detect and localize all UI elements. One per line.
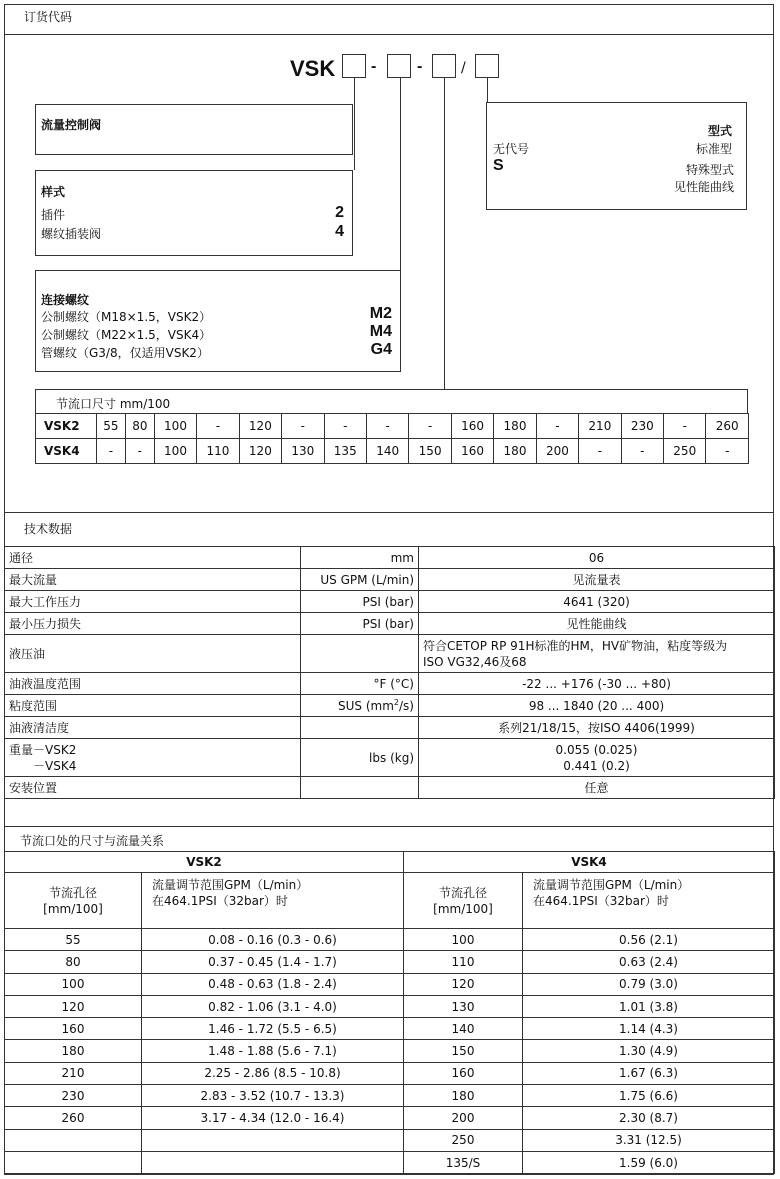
flow-col-orifice [5,873,142,929]
orifice-cell: 160 [451,414,493,439]
tech-unit [301,635,419,673]
flow-title: 节流口处的尺寸与流量关系 [20,834,165,848]
table-row [5,1040,775,1062]
flow-col-line: 流量调节范围GPM（L/min） [152,878,309,892]
thread-item-name: 公制螺纹（M18×1.5，VSK2） [41,310,212,324]
orifice-cell: 210 [579,414,621,439]
connector-line [354,78,355,170]
orifice-table [35,413,749,464]
flow-vsk2-range [142,1151,404,1173]
table-row [5,635,775,673]
flow-col-range [523,873,775,929]
tech-value: 系列21/18/15，按ISO 4406(1999) [419,717,775,739]
table-row [5,873,775,929]
flow-vsk2-range: 2.83 - 3.52 (10.7 - 13.3) [142,1085,404,1107]
flow-col-line: 节流孔径 [438,885,487,900]
tech-unit [301,717,419,739]
flow-vsk2-range: 0.48 - 0.63 (1.8 - 2.4) [142,973,404,995]
tech-value [419,739,775,777]
flow-vsk4-orifice: 135/S [404,1151,523,1173]
flow-vsk2-range: 0.37 - 0.45 (1.4 - 1.7) [142,951,404,973]
tech-value: 4641 (320) [419,591,775,613]
orifice-cell: - [706,439,749,464]
orifice-cell: - [282,414,324,439]
flow-vsk4-range: 3.31 (12.5) [523,1129,775,1151]
orifice-cell: - [664,414,706,439]
connector-line [444,78,445,390]
code-slot-thread [387,54,411,78]
orifice-cell: 260 [706,414,749,439]
tech-unit [301,777,419,799]
tech-unit-part: SUS (mm [338,699,394,713]
flow-vsk4-range: 2.30 (8.7) [523,1107,775,1129]
flow-vsk2-orifice: 210 [5,1062,142,1084]
table-row [5,852,775,873]
type-special-note: 见性能曲线 [673,180,734,194]
style-heading: 样式 [41,185,66,199]
orifice-cell: 120 [239,414,281,439]
table-row [5,995,775,1017]
flow-col-range [142,873,404,929]
connector-line [487,78,488,102]
flow-vsk2-orifice: 160 [5,1018,142,1040]
flow-vsk2-orifice [5,1151,142,1173]
tech-title: 技术数据 [24,522,73,536]
table-row [5,1107,775,1129]
tech-param [5,739,301,777]
flow-vsk4-range: 0.63 (2.4) [523,951,775,973]
flow-vsk4-range: 1.59 (6.0) [523,1151,775,1173]
tech-value: 任意 [419,777,775,799]
flow-vsk4-orifice: 140 [404,1018,523,1040]
tech-param-line: －VSK4 [33,758,77,773]
table-row [5,695,775,717]
tech-param: 油液温度范围 [5,673,301,695]
tech-param-line: 重量－VSK2 [9,742,77,757]
tech-unit-part: /s) [399,699,414,713]
table-row [36,414,749,439]
tech-param: 液压油 [5,635,301,673]
orifice-cell: 250 [664,439,706,464]
flow-vsk2-range [142,1129,404,1151]
orifice-cell: - [536,414,578,439]
table-row [5,739,775,777]
tech-value: 见流量表 [419,569,775,591]
orifice-cell: 180 [494,414,536,439]
type-box [486,102,747,210]
flow-valve-label: 流量控制阀 [41,118,102,132]
thread-heading: 连接螺纹 [41,293,90,307]
flow-vsk4-range: 0.79 (3.0) [523,973,775,995]
orifice-row-label: VSK4 [36,439,97,464]
orifice-cell: 100 [154,414,196,439]
table-row [5,591,775,613]
flow-vsk4-orifice: 120 [404,973,523,995]
thread-item-name: 公制螺纹（M22×1.5，VSK4） [41,328,212,342]
flow-vsk2-orifice: 260 [5,1107,142,1129]
flow-col-line: 节流孔径 [48,885,97,900]
flow-col-line: 在464.1PSI（32bar）时 [152,894,288,908]
flow-vsk2-orifice: 180 [5,1040,142,1062]
flow-vsk2-orifice: 100 [5,973,142,995]
tech-param: 最大工作压力 [5,591,301,613]
code-slot-type [475,54,499,78]
table-row [5,1085,775,1107]
type-special-name: 特殊型式 [685,163,734,177]
style-item-code: 4 [335,223,344,240]
tech-value: 98 ... 1840 (20 ... 400) [419,695,775,717]
divider [4,512,774,513]
orifice-cell: 230 [621,414,663,439]
orifice-cell: - [197,414,239,439]
flow-vsk4-orifice: 250 [404,1129,523,1151]
table-row [5,1018,775,1040]
thread-box [35,270,401,372]
tech-value: -22 ... +176 (-30 ... +80) [419,673,775,695]
flow-vsk2-orifice: 230 [5,1085,142,1107]
tech-table [4,546,775,799]
ordering-title: 订货代码 [24,10,73,24]
orifice-cell: 180 [494,439,536,464]
flow-col-line: 在464.1PSI（32bar）时 [533,894,669,908]
flow-col-line: [mm/100] [433,901,493,916]
orifice-cell: 80 [125,414,154,439]
thread-item-code: M2 [369,305,392,322]
tech-value-line: 0.441 (0.2) [563,758,630,773]
tech-unit: US GPM (L/min) [301,569,419,591]
flow-vsk2-orifice [5,1129,142,1151]
code-separator: - [371,58,377,75]
orifice-cell: 140 [366,439,408,464]
table-row [5,777,775,799]
table-row [5,547,775,569]
table-row [5,973,775,995]
flow-header-vsk4: VSK4 [404,852,775,873]
type-special-code: S [493,157,504,174]
tech-param: 安装位置 [5,777,301,799]
flow-vsk4-range: 0.56 (2.1) [523,929,775,951]
table-row [36,439,749,464]
orifice-cell: - [409,414,451,439]
tech-value-line: ISO VG32,46及68 [423,654,527,669]
orifice-cell: 150 [409,439,451,464]
orifice-cell: 120 [239,439,281,464]
orifice-cell: 200 [536,439,578,464]
orifice-cell: - [125,439,154,464]
flow-vsk2-range: 0.08 - 0.16 (0.3 - 0.6) [142,929,404,951]
table-row [5,929,775,951]
tech-param: 最小压力损失 [5,613,301,635]
code-slot-orifice [432,54,456,78]
tech-unit-sup: 2 [393,698,400,707]
flow-vsk2-orifice: 55 [5,929,142,951]
orifice-cell: - [579,439,621,464]
tech-value: 06 [419,547,775,569]
style-item-code: 2 [335,204,344,221]
table-row [5,717,775,739]
flow-valve-box [35,104,353,155]
flow-vsk4-range: 1.67 (6.3) [523,1062,775,1084]
flow-vsk4-orifice: 180 [404,1085,523,1107]
style-item-name: 螺纹插装阀 [41,227,102,241]
flow-col-line: 流量调节范围GPM（L/min） [533,878,690,892]
tech-value-line: 0.055 (0.025) [555,742,638,757]
flow-col-line: [mm/100] [43,901,103,916]
table-row [5,673,775,695]
style-box [35,170,353,256]
tech-param: 通径 [5,547,301,569]
tech-param: 油液清洁度 [5,717,301,739]
orifice-cell: - [366,414,408,439]
flow-vsk2-orifice: 80 [5,951,142,973]
tech-param: 粘度范围 [5,695,301,717]
style-item-name: 插件 [41,208,66,222]
divider [4,34,774,35]
type-standard-name: 标准型 [695,142,732,156]
flow-vsk2-orifice: 120 [5,995,142,1017]
orifice-header [35,389,748,413]
type-heading: 型式 [707,124,732,138]
table-row [5,1151,775,1173]
table-row [5,613,775,635]
tech-unit: PSI (bar) [301,591,419,613]
flow-vsk4-orifice: 130 [404,995,523,1017]
table-row [5,951,775,973]
divider [4,826,774,827]
tech-unit [301,695,419,717]
tech-param: 最大流量 [5,569,301,591]
table-row [5,569,775,591]
code-separator: / [461,60,466,76]
tech-value: 见性能曲线 [419,613,775,635]
orifice-cell: 135 [324,439,366,464]
tech-unit: °F (°C) [301,673,419,695]
orifice-cell: - [324,414,366,439]
type-standard-label: 无代号 [493,142,530,156]
orifice-cell: - [621,439,663,464]
code-slot-style [342,54,366,78]
flow-vsk4-orifice: 160 [404,1062,523,1084]
tech-unit: mm [301,547,419,569]
flow-vsk4-orifice: 200 [404,1107,523,1129]
code-prefix: VSK [290,56,336,81]
flow-vsk2-range: 0.82 - 1.06 (3.1 - 4.0) [142,995,404,1017]
flow-vsk4-orifice: 150 [404,1040,523,1062]
flow-vsk4-range: 1.30 (4.9) [523,1040,775,1062]
flow-table [4,851,775,1174]
orifice-cell: 110 [197,439,239,464]
tech-unit: PSI (bar) [301,613,419,635]
thread-item-code: M4 [369,323,392,340]
flow-vsk2-range: 1.46 - 1.72 (5.5 - 6.5) [142,1018,404,1040]
flow-vsk4-orifice: 100 [404,929,523,951]
flow-vsk4-range: 1.14 (4.3) [523,1018,775,1040]
thread-item-name: 管螺纹（G3/8，仅适用VSK2） [41,346,209,360]
connector-line [400,78,401,270]
orifice-row-label: VSK2 [36,414,97,439]
orifice-cell: - [97,439,126,464]
table-row [5,1062,775,1084]
orifice-cell: 55 [97,414,126,439]
table-row [5,1129,775,1151]
thread-item-code: G4 [370,341,392,358]
orifice-cell: 130 [282,439,324,464]
tech-value-line: 符合CETOP RP 91H标准的HM，HV矿物油，粘度等级为 [423,638,728,653]
flow-vsk2-range: 1.48 - 1.88 (5.6 - 7.1) [142,1040,404,1062]
flow-vsk4-orifice: 110 [404,951,523,973]
flow-vsk4-range: 1.01 (3.8) [523,995,775,1017]
flow-vsk2-range: 2.25 - 2.86 (8.5 - 10.8) [142,1062,404,1084]
flow-vsk4-range: 1.75 (6.6) [523,1085,775,1107]
code-separator: - [417,58,423,75]
flow-vsk2-range: 3.17 - 4.34 (12.0 - 16.4) [142,1107,404,1129]
flow-col-orifice [404,873,523,929]
flow-header-vsk2: VSK2 [5,852,404,873]
tech-value [419,635,775,673]
orifice-cell: 160 [451,439,493,464]
orifice-cell: 100 [154,439,196,464]
tech-unit: lbs (kg) [301,739,419,777]
orifice-header-label: 节流口尺寸 mm/100 [56,397,171,411]
